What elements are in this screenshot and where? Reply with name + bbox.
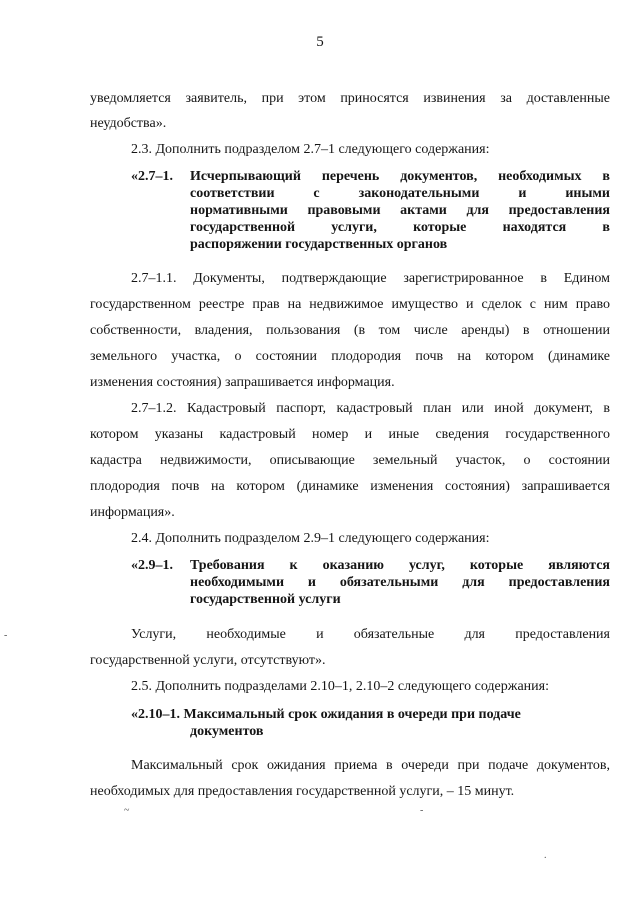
text-line: государственном реестре прав на недвижимое имущество и сделок с ним право bbox=[90, 297, 610, 312]
scan-mark: . bbox=[544, 850, 547, 861]
section-heading-line: нормативными правовыми актами для предоставления bbox=[190, 203, 610, 218]
scan-mark: ~ bbox=[124, 805, 130, 816]
section-heading-line: документов bbox=[190, 724, 264, 739]
text-line: Услуги, необходимые и обязательные для предоставления bbox=[131, 627, 610, 642]
text-line: плодородия почв на котором (динамике изменения состояния) запрашивается bbox=[90, 479, 610, 494]
text-line: Максимальный срок ожидания приема в очереди при подаче документов, bbox=[131, 758, 610, 773]
text-line: государственной услуги, отсутствуют». bbox=[90, 653, 326, 668]
section-heading-line: государственной услуги, которые находятся в bbox=[190, 220, 610, 235]
section-heading-line: Исчерпывающий перечень документов, необходимых в bbox=[190, 169, 610, 184]
scan-mark: - bbox=[420, 805, 424, 816]
text-line: уведомляется заявитель, при этом приносятся извинения за доставленные bbox=[90, 91, 610, 106]
section-heading-line: Требования к оказанию услуг, которые являются bbox=[190, 558, 610, 573]
text-line: котором указаны кадастровый номер и иные сведения государственного bbox=[90, 427, 610, 442]
text-line: 2.5. Дополнить подразделами 2.10–1, 2.10–2 следующего содержания: bbox=[131, 679, 549, 694]
section-heading-line: распоряжении государственных органов bbox=[190, 237, 448, 252]
text-line: 2.4. Дополнить подразделом 2.9–1 следующего содержания: bbox=[131, 531, 490, 546]
text-line: собственности, владения, пользования (в том числе аренды) в отношении bbox=[90, 323, 610, 338]
section-heading-number: «2.9–1. bbox=[131, 558, 173, 573]
text-line: изменения состояния) запрашивается информация. bbox=[90, 375, 395, 390]
text-line: 2.7–1.1. Документы, подтверждающие зарегистрированное в Едином bbox=[131, 271, 610, 286]
text-line: информация». bbox=[90, 505, 175, 520]
scan-mark: - bbox=[4, 630, 8, 641]
section-heading-line: государственной услуги bbox=[190, 592, 341, 607]
text-line: 2.3. Дополнить подразделом 2.7–1 следующего содержания: bbox=[131, 142, 490, 157]
section-heading-line: «2.10–1. Максимальный срок ожидания в очереди при подаче bbox=[131, 707, 521, 722]
text-line: 2.7–1.2. Кадастровый паспорт, кадастровый план или иной документ, в bbox=[131, 401, 610, 416]
section-heading-line: необходимыми и обязательными для предоставления bbox=[190, 575, 610, 590]
section-heading-number: «2.7–1. bbox=[131, 169, 173, 184]
section-heading-line: соответствии с законодательными и иными bbox=[190, 186, 610, 201]
text-line: неудобства». bbox=[90, 116, 167, 131]
text-line: кадастра недвижимости, описывающие земельный участок, о состоянии bbox=[90, 453, 610, 468]
text-line: земельного участка, о состоянии плодородия почв на котором (динамике bbox=[90, 349, 610, 364]
text-line: необходимых для предоставления государственной услуги, – 15 минут. bbox=[90, 784, 515, 799]
page-number: 5 bbox=[316, 34, 324, 50]
